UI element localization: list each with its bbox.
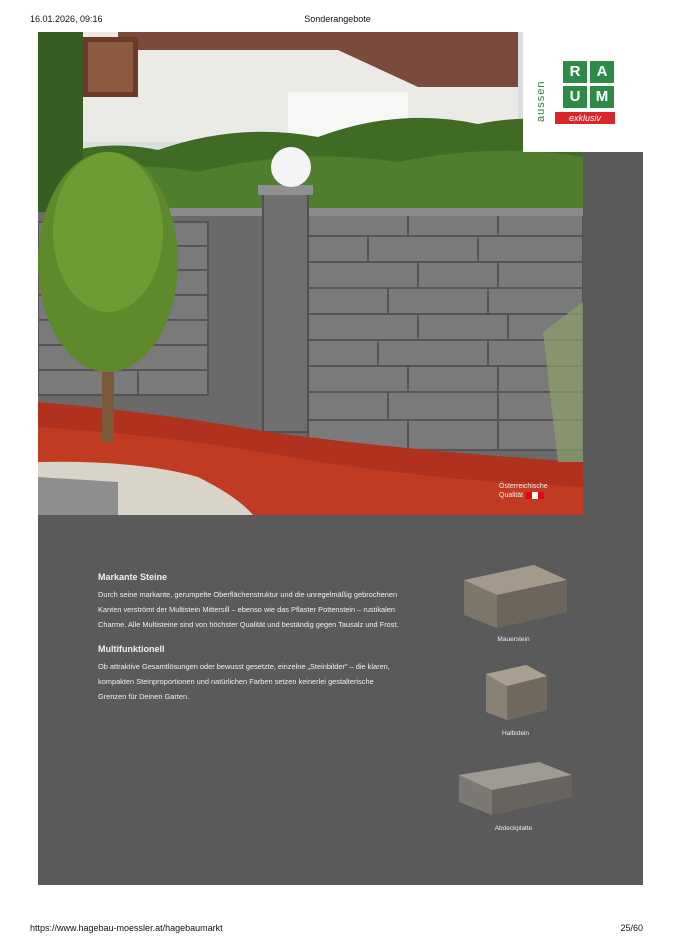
print-page-number: 25/60	[620, 923, 643, 933]
heading-multifunktionell: Multifunktionell	[98, 644, 165, 654]
halbstein-image	[481, 662, 551, 724]
stone-halbstein	[478, 662, 553, 737]
garden-wall-photo	[38, 32, 583, 515]
logo-letter-a: A	[590, 61, 614, 83]
logo-letter-u: U	[563, 86, 587, 108]
print-datetime: 16.01.2026, 09:16	[30, 14, 103, 24]
logo-exklusiv-text: exklusiv	[555, 112, 615, 124]
stone-label: Halbstein	[501, 730, 530, 737]
logo-letter-m: M	[590, 86, 614, 108]
stone-mauerstein	[456, 560, 571, 643]
print-title: Sonderangebote	[304, 14, 371, 24]
garden-wall-illustration	[38, 32, 583, 515]
text-block	[98, 572, 403, 716]
brochure-page	[38, 32, 643, 885]
stone-label: Abdeckplatte	[494, 825, 533, 832]
heading-markante-steine: Markante Steine	[98, 572, 168, 582]
paragraph-markante-steine: Durch seine markante, gerumpelte Oberflächenstruktur und die unregelmäßig gebrochenen Kanten verströmt der Multistein Mittersill – ebenso wie das Pflaster Pottenstein – rustikalen Charme. Alle Multisteine sind von höchster Qualität und beständig gegen Tausalz und Frost.	[98, 590, 399, 629]
austria-flag-icon	[526, 492, 544, 499]
paragraph-multifunktionell: Ob attraktive Gesamtlösungen oder bewusst gesetzte, einzelne „Steinbilder" – die klaren, kompakten Steinproportionen und natürlichen Farben setzen keinerlei gestalterische Grenzen für Deinen Garten.	[98, 662, 390, 701]
abdeckplatte-image	[454, 757, 574, 819]
mauerstein-image	[459, 560, 569, 630]
logo-aussen-text: aussen	[535, 80, 547, 122]
stone-label: Mauerstein	[497, 636, 530, 643]
print-url[interactable]: https://www.hagebau-moessler.at/hagebaumarkt	[30, 923, 223, 933]
logo-letter-r: R	[563, 61, 587, 83]
stone-abdeckplatte	[451, 757, 576, 832]
photo-caption: Österreichische Qualität	[499, 483, 548, 499]
raum-logo	[523, 32, 643, 152]
